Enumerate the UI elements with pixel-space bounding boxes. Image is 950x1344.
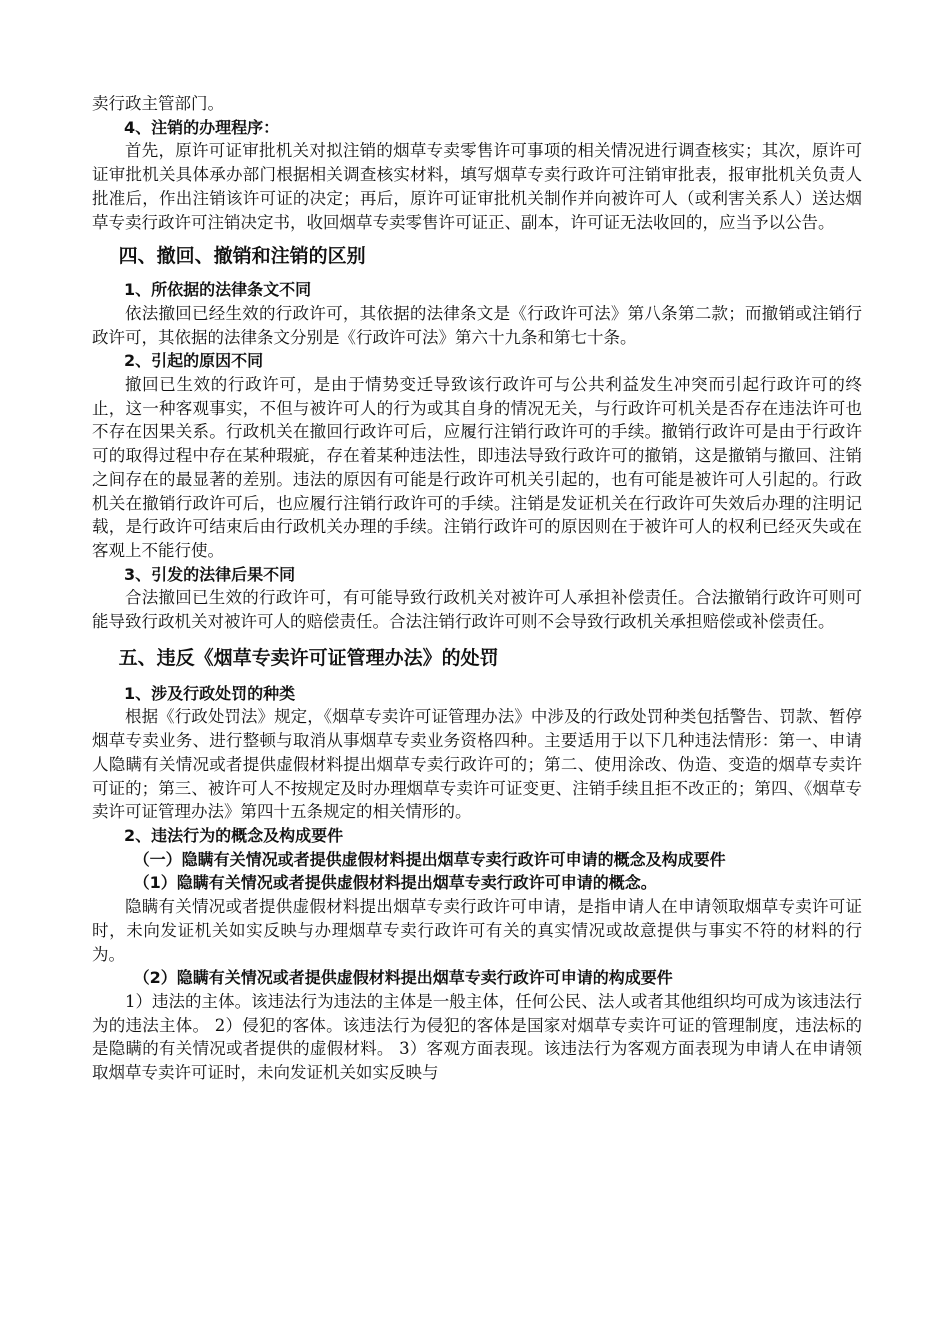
document-page [92, 92, 862, 1085]
section-subheading: 1、所依据的法律条文不同 [124, 280, 312, 300]
section-subheading: 1、涉及行政处罚的种类 [124, 683, 296, 703]
paragraph: 根据《行政处罚法》规定，《烟草专卖许可证管理办法》中涉及的行政处罚种类包括警告、罚款、暂停烟草专卖业务、进行整顿与取消从事烟草专卖业务资格四种。主要适用于以下几种违法情形：第一、申请人隐瞒有关情况或者提供虚假材料提出烟草专卖行政许可的；第二、使用涂改、伪造、变造的烟草专卖许可证的；第三、被许可人不按规定及时办理烟草专卖许可证变更、注销手续且拒不改正的；第四、《烟草专卖许可证管理办法》第四十五条规定的相关情形的。 [92, 707, 862, 822]
section-heading: 四、撤回、撤销和注销的区别 [118, 245, 366, 268]
section-heading: 五、违反《烟草专卖许可证管理办法》的处罚 [118, 646, 499, 669]
subsection-heading: （1）隐瞒有关情况或者提供虚假材料提出烟草专卖行政许可申请的概念。 [133, 873, 657, 893]
subsection-heading: （一）隐瞒有关情况或者提供虚假材料提出烟草专卖行政许可申请的概念及构成要件 [133, 849, 726, 869]
paragraph: 首先，原许可证审批机关对拟注销的烟草专卖零售许可事项的相关情况进行调查核实；其次，原许可证审批机关具体承办部门根据相关调查核实材料，填写烟草专卖行政许可注销审批表，报审批机关负责人批准后，作出注销该许可证的决定；再后，原许可证审批机关制作并向被许可人（或利害关系人）送达烟草专卖行政许可注销决定书，收回烟草专卖零售许可证正、副本，许可证无法收回的，应当予以公告。 [92, 141, 862, 232]
subsection-heading: （2）隐瞒有关情况或者提供虚假材料提出烟草专卖行政许可申请的构成要件 [133, 968, 673, 988]
paragraph: 撤回已生效的行政许可，是由于情势变迁导致该行政许可与公共利益发生冲突而引起行政许可的终止，这一种客观事实，不但与被许可人的行为或其自身的情况无关，与行政许可机关是否存在违法许可也不存在因果关系。行政机关在撤回行政许可后，应履行注销行政许可的手续。撤销行政许可是由于行政许可的取得过程中存在某种瑕疵，存在着某种违法性，即违法导致行政许可的撤销，这是撤销与撤回、注销之间存在的最显著的差别。违法的原因有可能是行政许可机关引起的，也有可能是被许可人引起的。行政机关在撤销行政许可后，也应履行注销行政许可的手续。注销是发证机关在行政许可失效后办理的注明记载，是行政许可结束后由行政机关办理的手续。注销行政许可的原因则在于被许可人的权利已经灭失或在客观上不能行使。 [92, 375, 862, 560]
section-subheading: 4、注销的办理程序： [124, 117, 280, 137]
section-subheading: 3、引发的法律后果不同 [124, 564, 296, 584]
paragraph: 依法撤回已经生效的行政许可，其依据的法律条文是《行政许可法》第八条第二款；而撤销或注销行政许可，其依据的法律条文分别是《行政许可法》第六十九条和第七十条。 [92, 303, 862, 347]
paragraph: 隐瞒有关情况或者提供虚假材料提出烟草专卖行政许可申请，是指申请人在申请领取烟草专卖许可证时，未向发证机关如实反映与办理烟草专卖行政许可有关的真实情况或故意提供与事实不符的材料的行为。 [92, 897, 862, 964]
paragraph: 1）违法的主体。该违法行为违法的主体是一般主体，任何公民、法人或者其他组织均可成为该违法行为的违法主体。 2）侵犯的客体。该违法行为侵犯的客体是国家对烟草专卖许可证的管理制度，违法标的是隐瞒的有关情况或者提供的虚假材料。 3）客观方面表现。该违法行为客观方面表现为申请人在申请领取烟草专卖许可证时，未向发证机关如实反映与 [92, 991, 862, 1083]
section-subheading: 2、引起的原因不同 [124, 351, 264, 371]
paragraph: 合法撤回已生效的行政许可，有可能导致行政机关对被许可人承担补偿责任。合法撤销行政许可则可能导致行政机关对被许可人的赔偿责任。合法注销行政许可则不会导致行政机关承担赔偿或补偿责任。 [92, 588, 862, 632]
section-subheading: 2、违法行为的概念及构成要件 [124, 825, 344, 845]
paragraph: 卖行政主管部门。 [92, 94, 224, 113]
